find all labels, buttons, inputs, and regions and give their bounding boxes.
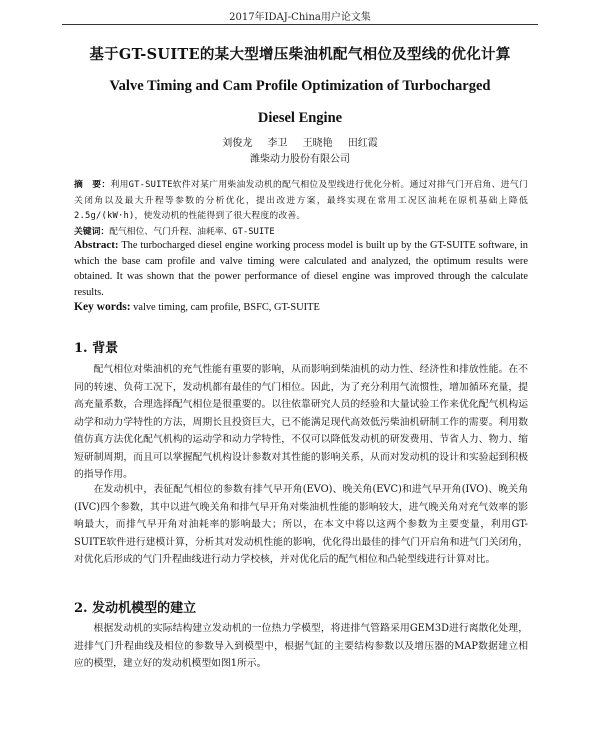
title-english-line1: Valve Timing and Cam Profile Optimization of Turbocharged [109,78,491,94]
title-chinese: 基于GT-SUITE的某大型增压柴油机配气相位及型线的优化计算 [89,46,511,63]
title-english-line2: Diesel Engine [257,110,343,126]
section-heading-engine-model: 2. 发动机模型的建立 [74,601,197,616]
running-header: 2017年IDAJ-China用户论文集 [229,12,371,23]
section-heading-background: 1. 背景 [74,341,119,356]
keywords-chinese [74,224,528,237]
author-name: 李卫 [267,138,288,149]
body-paragraph: 配气相位对柴油机的充气性能有重要的影响，从而影响到柴油机的动力性、经济性和排放性能。在不同的转速、负荷工况下，发动机都有最佳的气门相位。因此，为了充分利用气流惯性，增加循环充量，提高充量系数，合理选择配气相位是很重要的。以往依靠研究人员的经验和大量试验工作来优化配气机构运动学和动力学特性的方法，周期长且投资巨大，已不能满足现代高效低污柴油机研制工作的需要。利用数值仿真方法优化配气机构的运动学和动力学特性，不仅可以降低发动机的研发费用、节省人力、物力、缩短研制周期，而且可以掌握配气机构设计参数对其性能的影响关系，从而对发动机的设计和实验起到积极的指导作用。 [74,364,528,480]
author-name: 田红霞 [347,138,378,149]
author-name: 刘俊龙 [222,138,253,149]
keywords-en-label: Key words: [74,301,131,313]
header-rule [62,24,538,25]
keywords-cn-label: 关键词： [74,227,110,237]
author-name: 王晓艳 [302,138,333,149]
keywords-cn-text: 配气相位、气门升程、油耗率、GT-SUITE [109,227,275,237]
abstract-cn-label: 摘 要： [74,180,111,190]
abstract-en-label: Abstract: [74,239,119,251]
abstract-cn-text: 利用GT-SUITE软件对某广用柴油发动机的配气相位及型线进行优化分析。通过对排气门开启角、进气门关闭角以及最大升程等参数的分析优化，提出改进方案，最终实现在常用工况区油耗在原机基础上降低2.5g/(kW·h)，使发动机的性能得到了很大程度的改善。 [74,180,528,221]
abstract-english [74,238,528,300]
abstract-chinese [74,178,528,225]
keywords-english [74,301,528,313]
author-list [0,134,600,149]
body-paragraph: 在发动机中，表征配气相位的参数有排气早开角(EVO)、晚关角(EVC)和进气早开角(IVO)、晚关角(IVC)四个参数，其中以进气晚关角和排气早开角对柴油机性能的影响较大，进气晚关角对充气效率的影响最大，而排气早开角对油耗率的影响最大；所以，在本文中将以这两个参数为主要变量，利用GT-SUITE软件进行建模计算，分析其对发动机性能的影响，优化得出最佳的排气门开启角和进气门关闭角，对优化后形成的气门升程曲线进行动力学校核，并对优化后的配气相位和凸轮型线进行计算对比。 [74,484,528,565]
affiliation: 潍柴动力股份有限公司 [250,154,350,165]
keywords-en-text: valve timing, cam profile, BSFC, GT-SUITE [133,302,320,313]
body-paragraph: 根据发动机的实际结构建立发动机的一位热力学模型，将进排气管路采用GEM3D进行离散化处理，进排气门升程曲线及相位的参数导入到模型中，根据气缸的主要结构参数以及增压器的MAP数据建立相应的模型，建立好的发动机模型如图1所示。 [74,623,528,669]
abstract-en-text: The turbocharged diesel engine working process model is built up by the GT-SUITE software, in which the base cam profile and valve timing were calculated and analyzed, the optimum results were obtained. It was shown that the power performance of diesel engine was improved through the calculate results. [74,240,528,298]
